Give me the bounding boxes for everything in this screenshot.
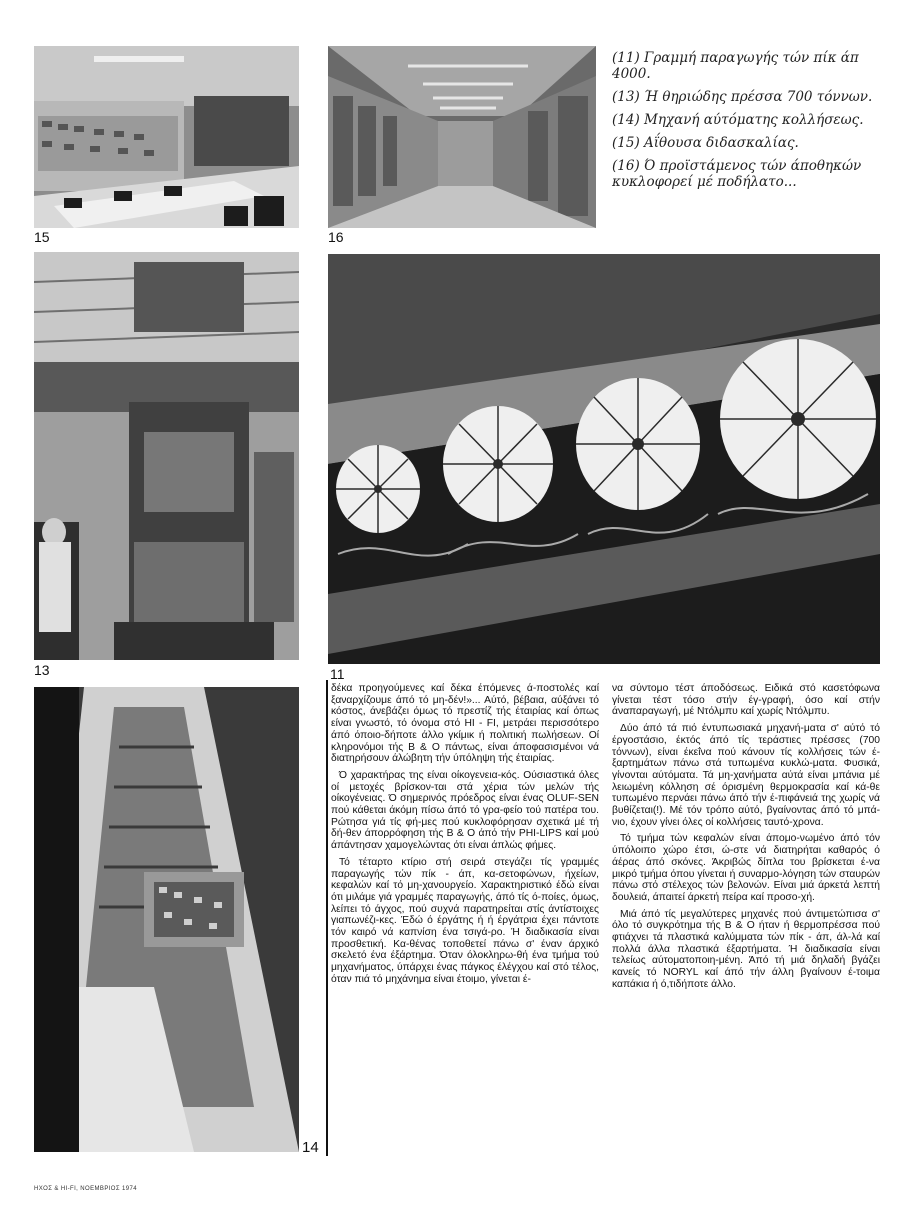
caption-15: (15) Αΐθουσα διδασκαλίας. <box>612 135 799 151</box>
paragraph: Ό χαρακτήρας της είναι οίκογενεια-κός. Ούσιαστικά όλες οί μετοχές βρίσκον-ται στά χέρια τών μελών τής οίκογένειας. Ό σημερινός πρόεδρος είναι ένας OLUF-SEN πού κάθεται άκόμη πίσω άπό τό γρα-φείο τού πατέρα του. Ρώτησα γιά τίς φή-μες πού κυκλοφόρησαν σχετικά μέ τή δή-θεν άπορρόφηση τής B & O άπό τήν PHI-LIPS καί μού άπάντησαν χαμογελώντας ότι είναι άπλώς φήμες. <box>331 769 599 852</box>
page-footer: ΗΧΟΣ & HI-FI, ΝΟΕΜΒΡΙΟΣ 1974 <box>34 1186 137 1192</box>
caption-13: (13) Ή θηριώδης πρέσσα 700 τόννων. <box>612 89 873 105</box>
article-column-left <box>331 683 599 991</box>
paragraph: να σύντομο τέστ άποδόσεως. Ειδικά στό κασετόφωνα γίνεται τέστ τόσο στήν έγ-γραφή, όσο καί στήν άναπαραγωγή, μέ Ντόλμπυ καί χωρίς Ντόλμπυ. <box>612 683 880 718</box>
photo-production-line <box>328 254 880 664</box>
column-rule <box>326 680 328 1156</box>
paragraph: δέκα προηγούμενες καί δέκα έπόμενες ά-ποστολές καί ξαναρχίζουμε άπό τό μη-δέν!»... Αύτό, βέβαια, αύξάνει τό κόστος, άνεβάζει όμως τό πρεστίζ τής έταιρίας καί όπως είναι γνωστό, τό όνομα στό HI - FI, μετράει περισσότερο άπό όποιο-δήποτε άλλο γκίμικ ή πολιτική πωλήσεων. Οί κληρονόμοι τής B & O πάντως, είναι άποφασισμένοι νά διατηρήσουν άλώβητη τήν ύπόληψη τής έταιρίας. <box>331 683 599 765</box>
figure-number: 15 <box>34 229 50 245</box>
paragraph: Δύο άπό τά πιό έντυπωσιακά μηχανή-ματα σ' αύτό τό έργοστάσιο, έκτός άπό τίς τεράστιες πρέσσες (700 τόννων), είναι έκεΐνα πού κάνουν τίς κολλήσεις τών έ-ξαρτημάτων πάνω στά τυπωμένα κυκλώ-ματα. Φυσικά, γίνονται αύτόματα. Τά μη-χανήματα αύτά είναι μπάνια μέ λειωμένη κόλληση σέ όρισμένη θερμοκρασία καί κά-θε τυπωμένο περνάει πάνω άπό τήν έ-πιφάνειά της χωρίς νά βυθίζεται(!). Μέ τόν τρόπο αύτό, βγαίνοντας άπό τό μπά-νιο, έχουν γίνει όλες οί κολλήσεις ταυτό-χρονα. <box>612 723 880 828</box>
figure-number: 14 <box>302 1139 319 1156</box>
figure-captions <box>612 50 884 197</box>
caption-16: (16) Ό προϊστάμενος τών άποθηκών κυκλοφορεί μέ ποδήλατο... <box>612 158 862 190</box>
caption-14: (14) Μηχανή αύτόματης κολλήσεως. <box>612 112 864 128</box>
caption-11: (11) Γραμμή παραγωγής τών πίκ άπ 4000. <box>612 50 859 82</box>
figure-number: 13 <box>34 662 50 678</box>
paragraph: Τό τμήμα τών κεφαλών είναι άπομο-νωμένο άπό τόν ύπόλοιπο χώρο έτσι, ώ-στε νά διατηρήται καθαρός ό άέρας άπό σκόνες. Άκριβώς δίπλα του βρίσκεται έ-να μικρό τμήμα όπου γίνεται ή συναρμο-λόγηση τών σταυρών πάνω στό στέλεχος τών βελονών. Είναι μιά άρκετά λεπτή δουλειά, άπαιτεί άρκετή πείρα καί προσο-χή. <box>612 833 880 903</box>
photo-soldering-machine <box>34 687 299 1152</box>
photo-warehouse <box>328 46 596 228</box>
photo-press <box>34 252 299 660</box>
photo-classroom <box>34 46 299 228</box>
figure-number: 16 <box>328 229 344 245</box>
paragraph: Τό τέταρτο κτίριο στή σειρά στεγάζει τίς γραμμές παραγωγής τών πίκ - άπ, κα-σετοφώνων, ήχείων, κεφαλών καί τό μη-χανουργείο. Χαρακτηριστικό έδώ είναι ότι μιλάμε γιά γραμμές παραγωγής, άπό τίς ό-ποίες, όμως, λείπει τό άγχος, πού συχνά παρατηρείται στίς άντίστοιχες γιαπωνέζι-κες. Έδώ ό έργάτης ή ή έργάτρια έχει πάντοτε τόν καιρό νά καπνίση ένα τσιγά-ρο. Ή διαδικασία είναι προσθετική. Κα-θένας τοποθετεί πάνω σ' έναν άρχικό σκελετό ένα έξάρτημα. Όταν όλοκληρω-θή ένα τμήμα τού μηχανήματος, ύπάρχει ένας πάγκος έλέγχου καί στό τέλος, όταν πιά τό μηχάνημα είναι έτοιμο, γίνεται έ- <box>331 856 599 985</box>
paragraph: Μιά άπό τίς μεγαλύτερες μηχανές πού άντιμετώπισα σ' όλο τό συγκρότημα τής B & O ήταν ή θερμοπρέσσα πού φτιάχνει τά πλαστικά καλύμματα τών πίκ - άπ, άλ-λά καί πολλά άλλα πλαστικά έξαρτήματα. Ή διαδικασία είναι τελείως αύτοματοποιη-μένη. Άπό τή μιά δηλαδή βγάζει κανείς τό NORYL καί άπό τήν άλλη βγαίνουν έ-τοιμα καπάκια ή ό,τιδήποτε άλλο. <box>612 908 880 990</box>
article-column-right <box>612 683 880 996</box>
figure-number: 11 <box>330 666 345 682</box>
